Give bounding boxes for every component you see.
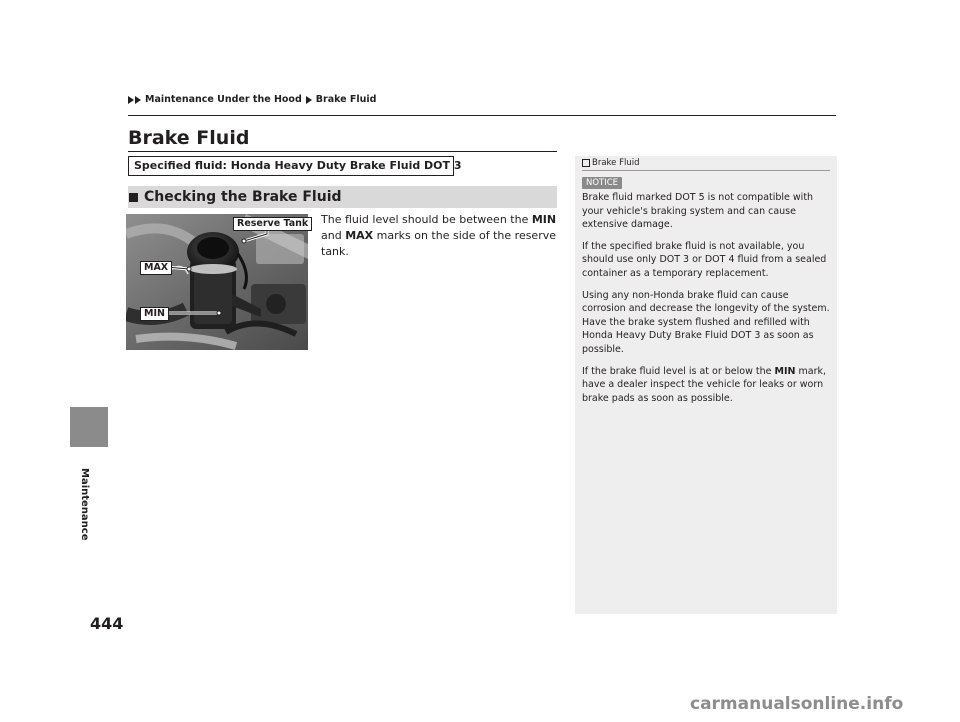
min-term: MIN [531, 213, 557, 226]
note-header-title: Brake Fluid [592, 158, 640, 168]
chapter-tab[interactable] [70, 407, 108, 447]
section-header [128, 186, 557, 208]
breadcrumb-parent[interactable]: Maintenance Under the Hood [145, 94, 302, 105]
max-term: MAX [345, 229, 374, 242]
note-text-part: mark, have a dealer inspect the vehicle for leaks or worn brake pads as soon as possible. [582, 365, 826, 404]
body-text-part: The fluid level should be between the [321, 213, 532, 226]
title-divider [128, 151, 557, 152]
chapter-label: Maintenance [79, 468, 90, 541]
page-number: 444 [90, 614, 124, 633]
specified-fluid-box: Specified fluid: Honda Heavy Duty Brake Fluid DOT 3 [128, 156, 454, 176]
page-title: Brake Fluid [128, 127, 250, 149]
breadcrumb [128, 94, 376, 105]
brake-reservoir-figure [126, 214, 308, 350]
note-divider [582, 170, 830, 171]
note-paragraph: Using any non-Honda brake fluid can cause corrosion and decrease the longevity of the system. Have the brake system flushed and refilled with Honda Heavy Duty Brake Fluid DOT 3 as soon as possible. [582, 289, 830, 355]
body-text-part: marks on the side of the reserve tank. [321, 229, 557, 258]
note-body [582, 191, 832, 413]
header-divider [128, 115, 836, 116]
section-square-icon [129, 193, 138, 202]
watermark: carmanualsonline.info [690, 694, 904, 714]
breadcrumb-separator-icon [306, 96, 312, 104]
note-paragraph: Brake fluid marked DOT 5 is not compatible with your vehicle's braking system and can cause extensive damage. [582, 192, 814, 231]
body-text-part: and [321, 229, 346, 242]
min-term: MIN [774, 365, 796, 377]
note-text-part: If the brake fluid level is at or below the [582, 365, 775, 377]
note-paragraph: If the specified brake fluid is not available, you should use only DOT 3 or DOT 4 fluid from a sealed container as a temporary replacement. [582, 240, 827, 279]
section-title: Checking the Brake Fluid [144, 189, 342, 205]
note-paragraph [582, 365, 832, 406]
note-reference-icon [582, 159, 590, 167]
breadcrumb-arrow-icon [135, 96, 141, 104]
min-mark-label: MIN [140, 307, 169, 321]
breadcrumb-arrow-icon [128, 96, 134, 104]
body-paragraph [321, 212, 557, 260]
engine-bay-photo [126, 214, 308, 350]
notice-badge: NOTICE [582, 177, 622, 189]
note-header [582, 158, 639, 168]
breadcrumb-current: Brake Fluid [315, 94, 377, 105]
reserve-tank-label: Reserve Tank [233, 217, 312, 231]
max-mark-label: MAX [140, 261, 172, 275]
